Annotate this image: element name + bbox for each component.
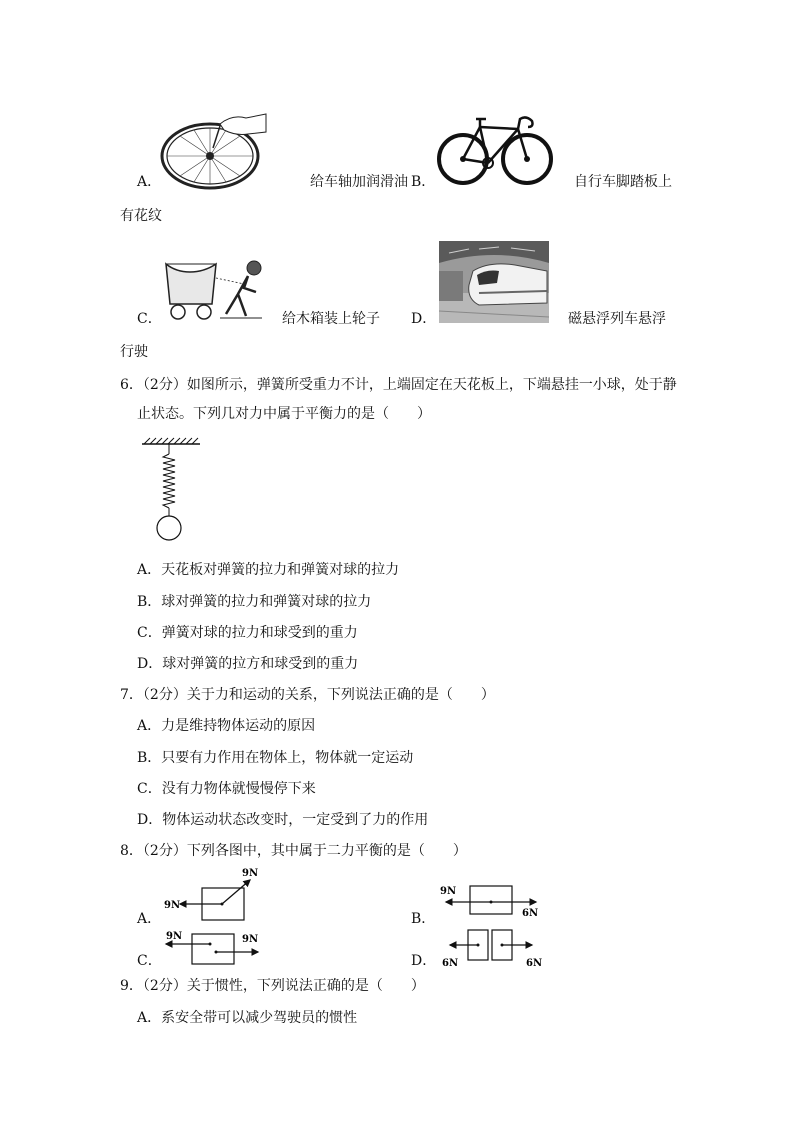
- question-7-option-a: A．力是维持物体运动的原因: [137, 718, 316, 734]
- option-label-b: B．: [411, 174, 436, 190]
- question-8-option-label-c: C．: [137, 953, 162, 969]
- force-label-d-left: 6N: [442, 958, 459, 969]
- force-diagram-d: [436, 926, 542, 970]
- question-6-option-d: D．球对弹簧的拉方和球受到的重力: [137, 656, 359, 672]
- question-8-option-label-a: A．: [137, 911, 162, 927]
- option-text-d-continued: 行驶: [120, 344, 148, 360]
- option-text-b-continued: 有花纹: [120, 208, 162, 224]
- question-7-option-c: C．没有力物体就慢慢停下来: [137, 781, 316, 797]
- option-text-b: 自行车脚踏板上: [574, 174, 672, 190]
- bicycle-figure: [436, 107, 554, 187]
- question-6-option-b: B．球对弹簧的拉力和弹簧对球的拉力: [137, 594, 372, 610]
- maglev-train-photo: [439, 241, 549, 323]
- force-diagram-c: [160, 928, 266, 968]
- option-label-d: D．: [411, 311, 437, 327]
- question-6-option-a: A．天花板对弹簧的拉力和弹簧对球的拉力: [137, 562, 400, 578]
- spring-ball-figure: [140, 436, 204, 544]
- force-label-a-right: 9N: [242, 868, 259, 879]
- force-label-b-right: 6N: [522, 908, 539, 919]
- force-label-a-left: 9N: [164, 900, 181, 911]
- force-label-b-left: 9N: [440, 886, 457, 897]
- question-6-option-c: C．弹簧对球的拉力和球受到的重力: [137, 625, 358, 641]
- option-text-d: 磁悬浮列车悬浮: [568, 311, 666, 327]
- question-6-stem-line2: 止状态。下列几对力中属于平衡力的是（ ）: [137, 406, 431, 422]
- force-label-d-right: 6N: [526, 958, 542, 969]
- force-label-c-right: 9N: [242, 934, 259, 945]
- force-diagram-a: [160, 866, 266, 926]
- option-label-a: A．: [137, 174, 162, 190]
- question-6-stem-line1: 6．（2分）如图所示，弹簧所受重力不计，上端固定在天花板上，下端悬挂一小球，处于静: [120, 377, 677, 393]
- wheel-lubrication-figure: [158, 112, 272, 190]
- question-8-stem: 8．（2分）下列各图中，其中属于二力平衡的是（ ）: [120, 843, 467, 859]
- option-text-c: 给木箱装上轮子: [282, 311, 380, 327]
- option-label-c: C．: [137, 311, 162, 327]
- question-9-stem: 9．（2分）关于惯性，下列说法正确的是（ ）: [120, 978, 425, 994]
- force-diagram-b: [436, 880, 542, 920]
- question-7-stem: 7．（2分）关于力和运动的关系，下列说法正确的是（ ）: [120, 687, 495, 703]
- question-7-option-d: D．物体运动状态改变时，一定受到了力的作用: [137, 812, 429, 828]
- question-7-option-b: B．只要有力作用在物体上，物体就一定运动: [137, 750, 414, 766]
- question-8-option-label-b: B．: [411, 911, 436, 927]
- wooden-box-wheels-figure: [160, 258, 264, 324]
- question-9-option-a: A．系安全带可以减少驾驶员的惯性: [137, 1010, 358, 1026]
- force-label-c-left: 9N: [166, 931, 183, 942]
- option-text-a: 给车轴加润滑油: [310, 174, 408, 190]
- question-8-option-label-d: D．: [411, 953, 437, 969]
